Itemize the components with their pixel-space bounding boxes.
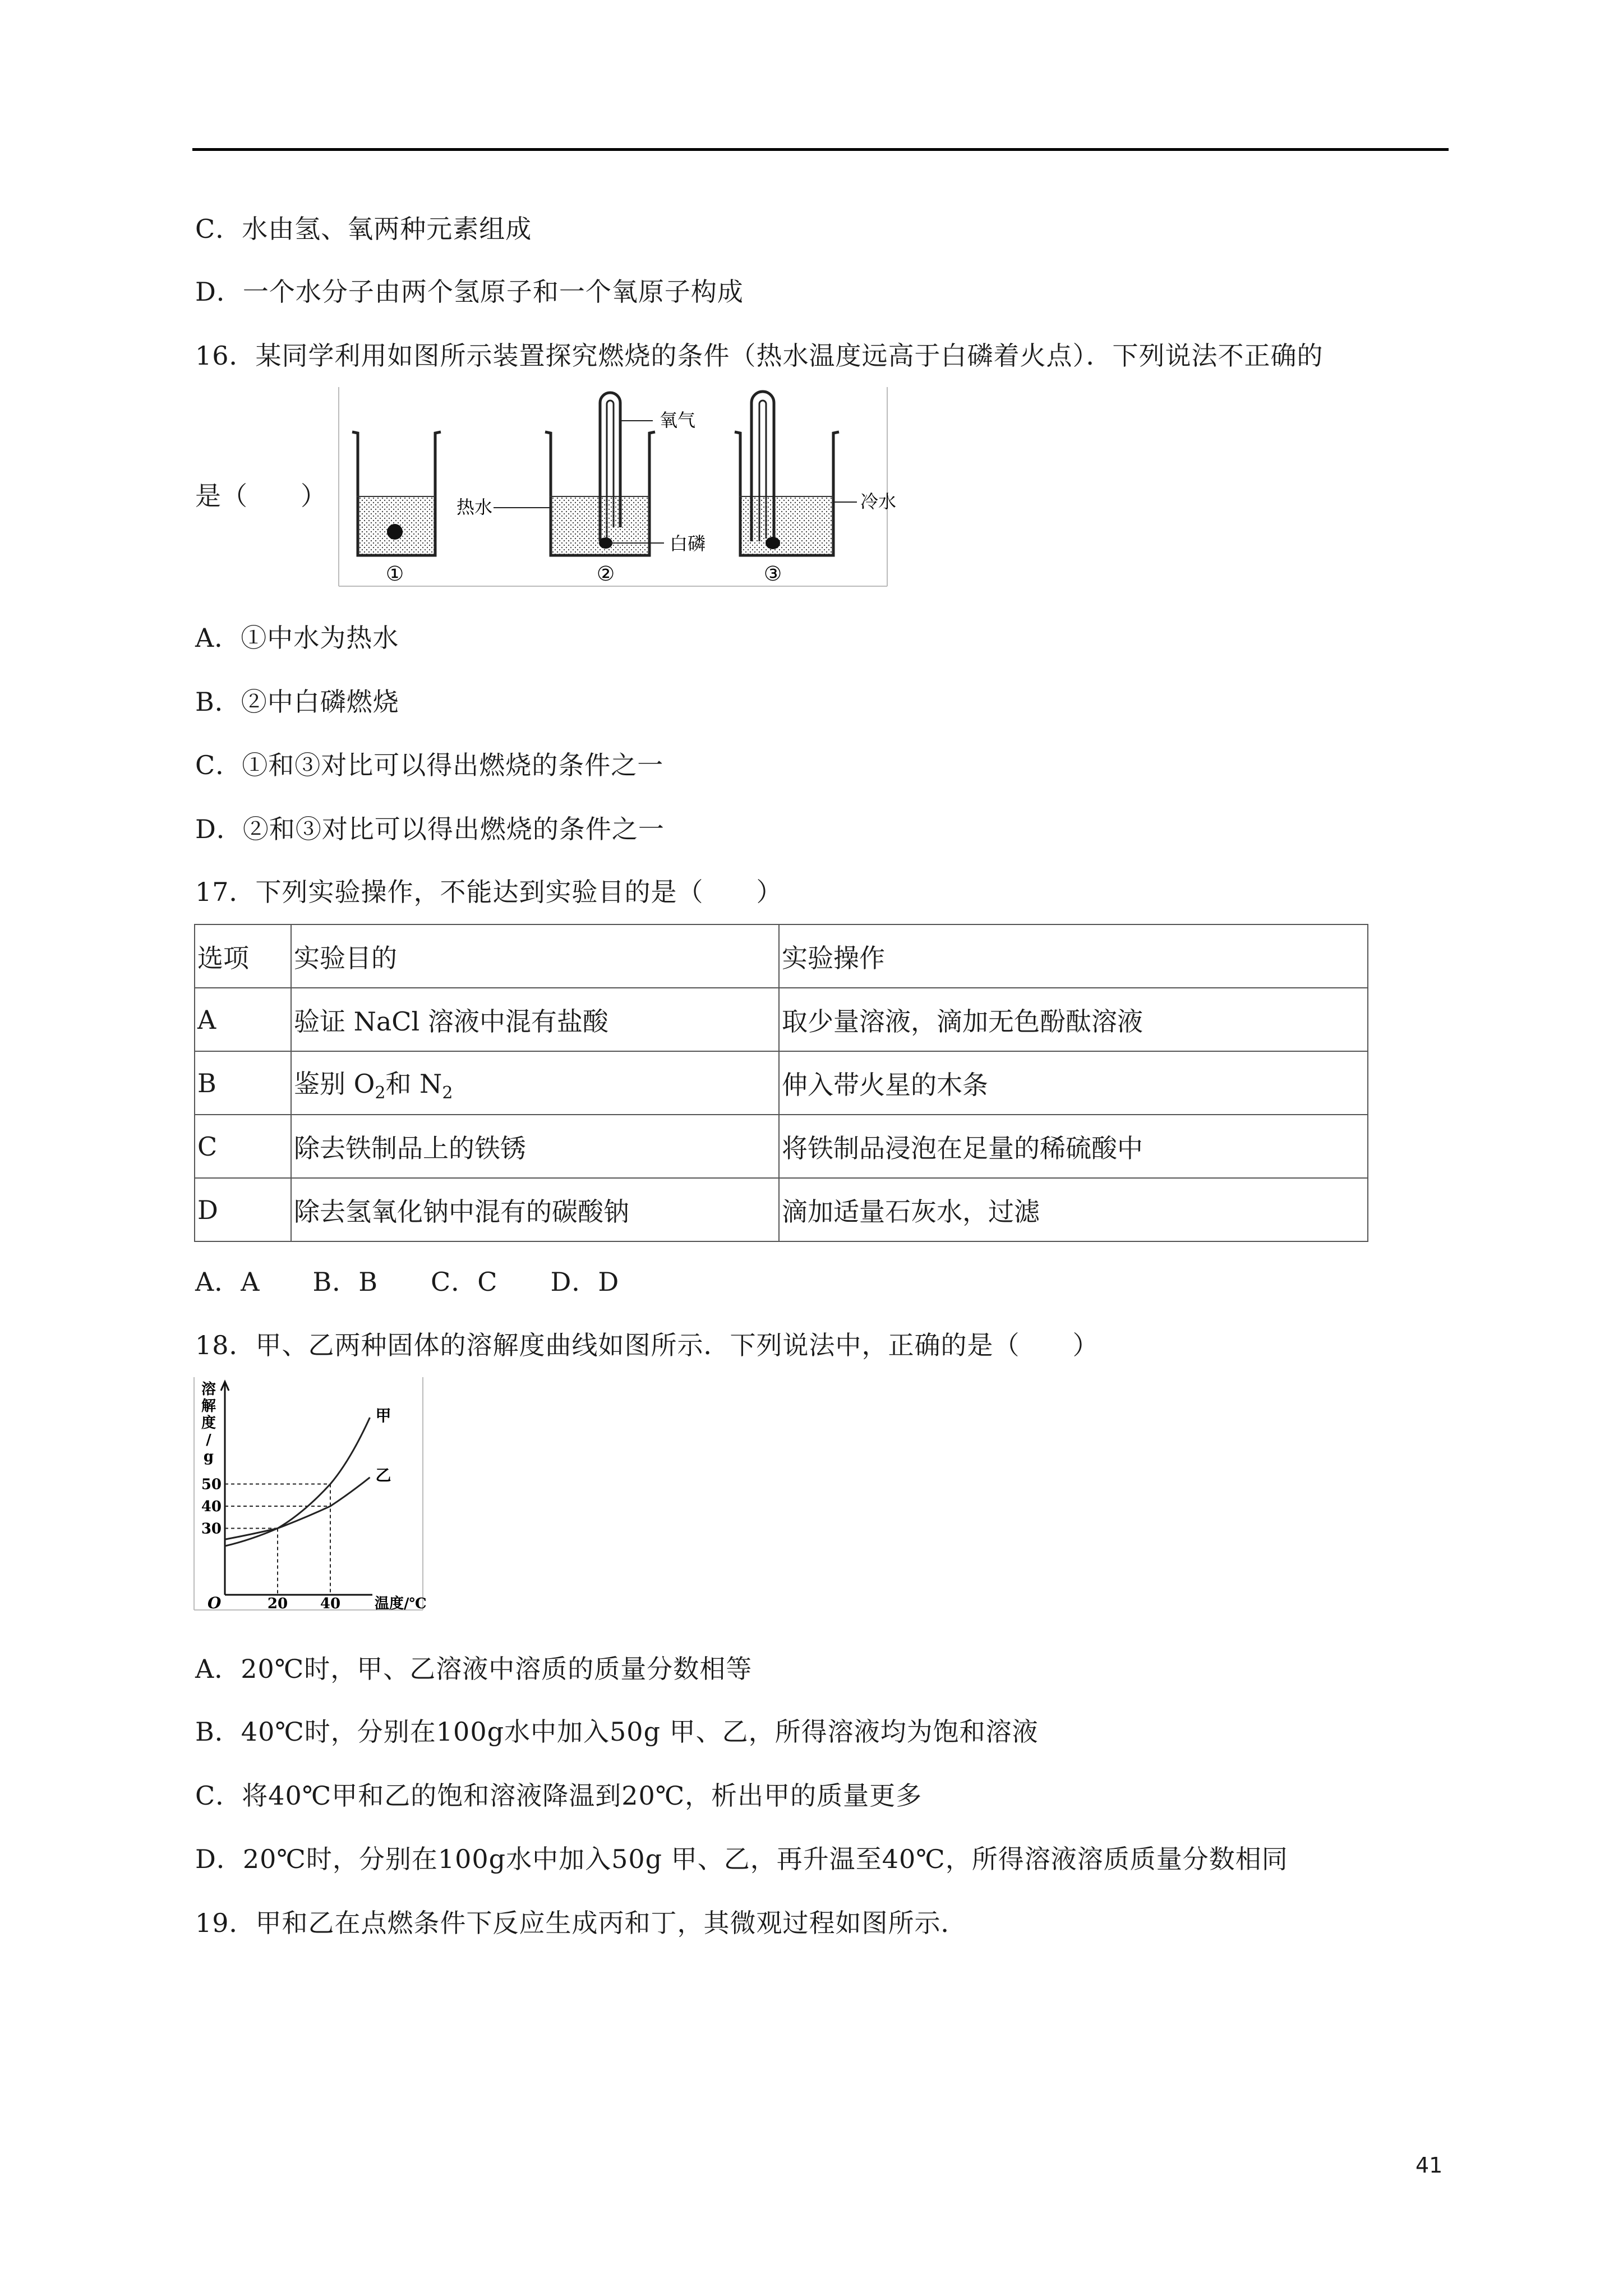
beaker-3 [735, 392, 857, 555]
label-num-3: ③ [763, 563, 782, 586]
y-axis-label-char: g [203, 1448, 214, 1465]
table-header-cell: 选项 [195, 924, 291, 988]
table-row [195, 1051, 1368, 1115]
chart-curves [225, 1418, 370, 1546]
table-cell-operation: 取少量溶液，滴加无色酚酞溶液 [779, 988, 1368, 1051]
q17-options: A．A B．B C．C D．D [195, 1267, 620, 1297]
x-tick-label: 20 [267, 1595, 288, 1612]
option-d-line: D．一个水分子由两个氢原子和一个氧原子构成 [195, 277, 744, 307]
y-axis-label-char: 度 [201, 1415, 216, 1432]
y-axis-label-char: 解 [201, 1398, 216, 1415]
experiment-table [194, 924, 1368, 1242]
chart-axes [221, 1382, 372, 1595]
q18-option-d: D．20℃时，分别在100g水中加入50g 甲、乙，再升温至40℃，所得溶液溶质质量分数相同 [195, 1844, 1288, 1874]
label-cold-water: 冷水 [860, 491, 897, 512]
question-19-text: 19．甲和乙在点燃条件下反应生成丙和丁，其微观过程如图所示． [195, 1908, 967, 1938]
table-cell-operation: 伸入带火星的木条 [779, 1051, 1368, 1115]
question-16-text: 16．某同学利用如图所示装置探究燃烧的条件（热水温度远高于白磷着火点）．下列说法不正确的 [195, 341, 1324, 371]
q18-option-b: B．40℃时，分别在100g水中加入50g 甲、乙，所得溶液均为饱和溶液 [195, 1717, 1039, 1747]
table-cell-option: B [195, 1051, 291, 1115]
y-axis-label-char: / [206, 1432, 211, 1448]
label-num-1: ① [385, 563, 404, 586]
series-line-0 [225, 1418, 370, 1546]
q16-option-b: B．②中白磷燃烧 [195, 687, 399, 717]
header-rule [192, 148, 1449, 151]
y-tick-label: 30 [201, 1520, 222, 1538]
label-num-2: ② [596, 563, 615, 586]
label-white-phosphorus: 白磷 [670, 533, 706, 554]
table-header-cell: 实验操作 [779, 924, 1368, 988]
y-axis-label-char: 溶 [201, 1381, 216, 1398]
goal-subscript-2: 2 [442, 1083, 453, 1103]
option-c-line: C．水由氢、氧两种元素组成 [195, 214, 532, 244]
q16-option-a: A．①中水为热水 [195, 623, 399, 653]
q18-option-a: A．20℃时，甲、乙溶液中溶质的质量分数相等 [195, 1654, 753, 1684]
x-tick-label: 40 [320, 1595, 341, 1612]
table-header-cell: 实验目的 [291, 924, 779, 988]
origin-label: O [208, 1594, 222, 1612]
table-row [195, 988, 1368, 1051]
table-row [195, 1178, 1368, 1241]
combustion-apparatus-figure [339, 387, 897, 588]
question-17-text: 17．下列实验操作，不能达到实验目的是（ ） [195, 877, 783, 907]
y-tick-label: 40 [201, 1498, 222, 1515]
beaker-1 [352, 432, 441, 555]
question-18-text: 18．甲、乙两种固体的溶解度曲线如图所示．下列说法中，正确的是（ ） [195, 1330, 1099, 1360]
table-header-row [195, 924, 1368, 988]
series-label-0: 甲 [375, 1406, 391, 1425]
table-cell-goal [291, 1051, 779, 1115]
beaker-2 [545, 393, 655, 555]
series-line-1 [225, 1478, 370, 1540]
table-cell-goal: 验证 NaCl 溶液中混有盐酸 [291, 988, 779, 1051]
table-cell-option: D [195, 1178, 291, 1241]
table-cell-option: C [195, 1115, 291, 1178]
q18-option-c: C．将40℃甲和乙的饱和溶液降温到20℃，析出甲的质量更多 [195, 1780, 923, 1811]
white-phosphorus-dot [387, 524, 403, 540]
goal-text-mid: 和 N [385, 1068, 442, 1099]
chart-labels [201, 1381, 427, 1612]
table-cell-goal: 除去氢氧化钠中混有的碳酸钠 [291, 1178, 779, 1241]
label-hot-water: 热水 [456, 496, 492, 518]
goal-subscript-1: 2 [375, 1083, 386, 1103]
x-axis-label: 温度/℃ [375, 1595, 427, 1612]
q16-option-c: C．①和③对比可以得出燃烧的条件之一 [195, 750, 664, 780]
table-cell-operation: 将铁制品浸泡在足量的稀硫酸中 [779, 1115, 1368, 1178]
solubility-chart [194, 1377, 427, 1612]
table-row [195, 1115, 1368, 1178]
goal-text-pre: 鉴别 O [294, 1068, 375, 1099]
y-tick-label: 50 [201, 1476, 222, 1493]
page-number: 41 [1415, 2153, 1443, 2178]
series-label-1: 乙 [375, 1466, 391, 1485]
table-cell-option: A [195, 988, 291, 1051]
q16-option-d: D．②和③对比可以得出燃烧的条件之一 [195, 814, 665, 844]
question-16-stem-end: 是（ ） [195, 481, 327, 511]
label-oxygen: 氧气 [660, 409, 696, 431]
table-cell-goal: 除去铁制品上的铁锈 [291, 1115, 779, 1178]
table-cell-operation: 滴加适量石灰水，过滤 [779, 1178, 1368, 1241]
